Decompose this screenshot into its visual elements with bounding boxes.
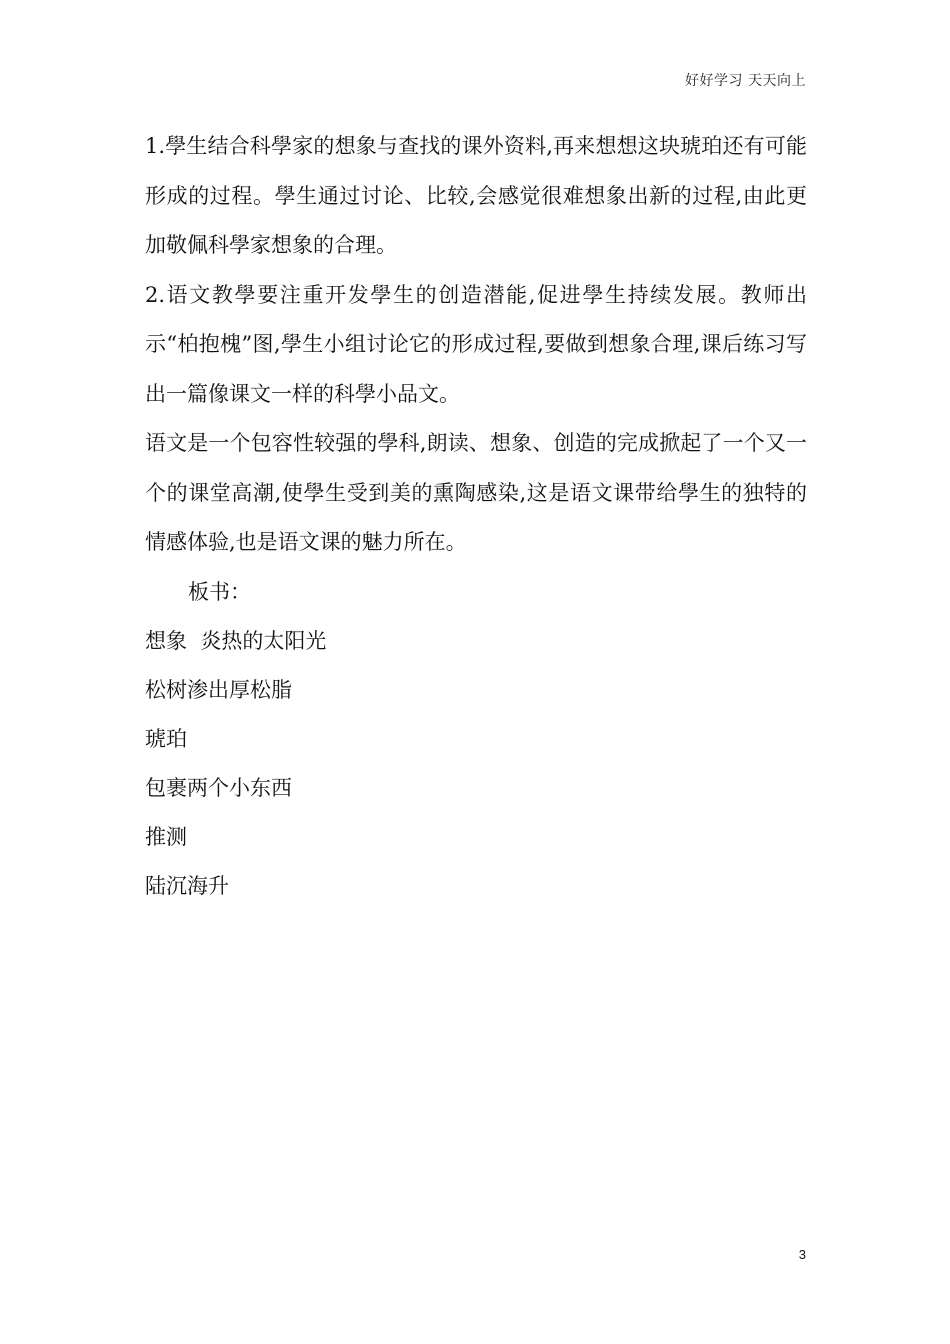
page-number: 3 [798,1247,806,1262]
board-line-2: 松树渗出厚松脂 [145,677,292,702]
board-line-3: 琥珀 [145,726,187,751]
page-header: 好好学习 天天向上 [685,73,806,89]
paragraph-3: 语文是一个包容性较强的學科,朗读、想象、创造的完成掀起了一个又一个的课堂高潮,使學生受到美的熏陶感染,这是语文课带给學生的独特的情感体验,也是语文课的魅力所在。 [145,431,807,554]
board-title: 板书： [188,579,251,604]
board-line-6: 陆沉海升 [145,873,229,898]
paragraph-1: 1.學生结合科學家的想象与查找的课外资料,再来想想这块琥珀还有可能形成的过程。學生通过讨论、比较,会感觉很难想象出新的过程,由此更加敬佩科學家想象的合理。 [145,134,807,257]
board-line-4: 包裹两个小东西 [145,775,292,800]
paragraph-2: 2.语文教學要注重开发學生的创造潜能,促进學生持续发展。教师出示“柏抱槐”图,學生小组讨论它的形成过程,要做到想象合理,课后练习写出一篇像课文一样的科學小品文。 [145,282,807,406]
board-line-5: 推测 [145,824,187,849]
document-body [145,122,807,911]
board-line-1: 想象 炎热的太阳光 [145,628,327,653]
